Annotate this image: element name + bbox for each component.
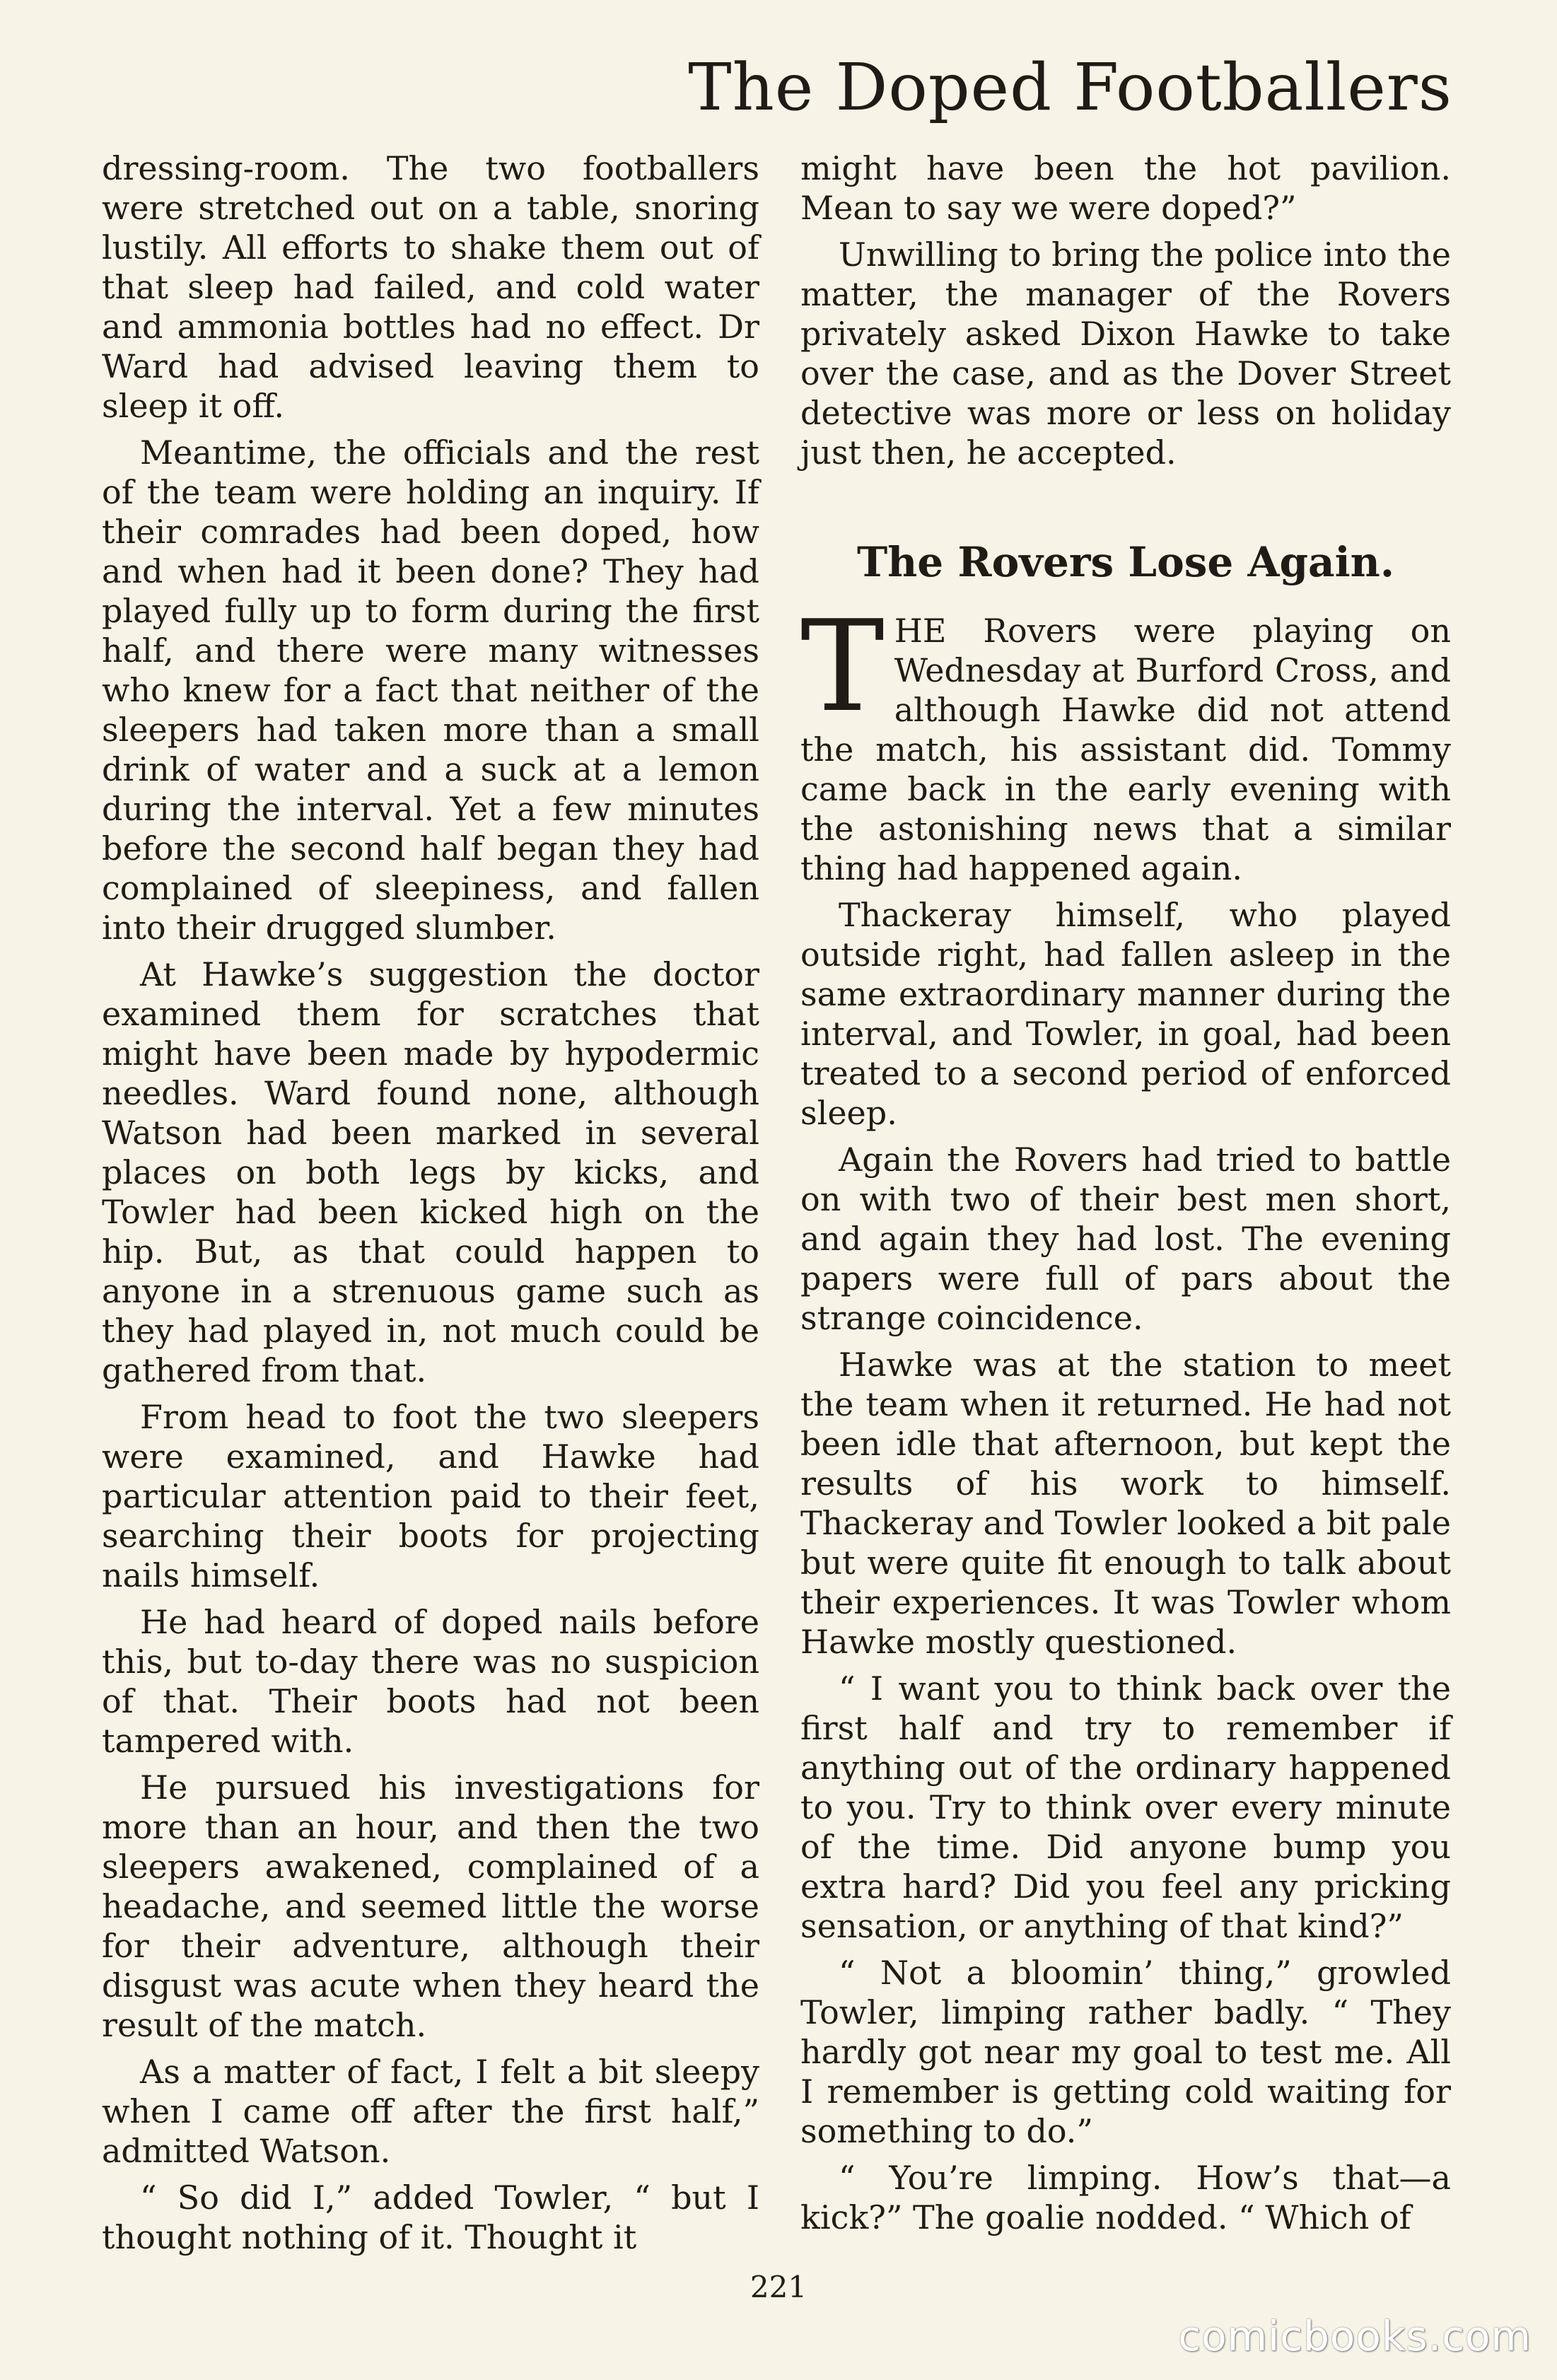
paragraph: Unwilling to bring the police into the matter, the manager of the Rovers privately asked Dixon Hawke to take over the case, and as the Dover Street detective was more or less on holiday just then, he accepted. xyxy=(800,235,1451,472)
paragraph: dressing-room. The two footballers were stretched out on a table, snoring lustily. All efforts to shake them out of that sleep had failed, and cold water and ammonia bottles had no effect. Dr Ward had advised leaving them to sleep it off. xyxy=(102,149,759,425)
paragraph: As a matter of fact, I felt a bit sleepy when I came off after the first half,” admitted Watson. xyxy=(102,2053,759,2170)
drop-cap: T xyxy=(800,593,885,740)
paragraph: He had heard of doped nails before this, but to-day there was no suspicion of that. Their boots had not been tampered with. xyxy=(102,1603,759,1760)
paragraph: “ Not a bloomin’ thing,” growled Towler, limping rather badly. “ They hardly got near my goal to test me. All I remember is getting cold waiting for something to do.” xyxy=(800,1954,1451,2150)
paragraph: From head to foot the two sleepers were examined, and Hawke had particular attention paid to their feet, searching their boots for projecting nails himself. xyxy=(102,1398,759,1594)
paragraph: Hawke was at the station to meet the team when it returned. He had not been idle that afternoon, but kept the results of his work to himself. Thackeray and Towler looked a bit pale but were quite fit enough to talk about their experiences. It was Towler whom Hawke mostly questioned. xyxy=(800,1346,1451,1661)
left-column xyxy=(102,148,759,2264)
paragraph: Meantime, the officials and the rest of the team were holding an inquiry. If their comrades had been doped, how and when had it been done? They had played fully up to form during the first half, and there were many witnesses who knew for a fact that neither of the sleepers had taken more than a small drink of water and a suck at a lemon during the interval. Yet a few minutes before the second half began they had complained of sleepiness, and fallen into their drugged slumber. xyxy=(102,433,759,947)
story-title: The Doped Footballers xyxy=(688,49,1452,125)
paragraph: might have been the hot pavilion. Mean to say we were doped?” xyxy=(800,149,1451,227)
paragraph: “ I want you to think back over the first half and try to remember if anything out of the ordinary happened to you. Try to think over every minute of the time. Did anyone bump you extra hard? Did you feel any pricking sensation, or anything of that kind?” xyxy=(800,1669,1451,1945)
right-column xyxy=(800,148,1451,2244)
page-number: 221 xyxy=(750,2270,807,2304)
paragraph: “ You’re limping. How’s that—a kick?” The goalie nodded. “ Which of xyxy=(800,2159,1451,2236)
section-heading: The Rovers Lose Again. xyxy=(856,538,1395,586)
watermark: comicbooks.com xyxy=(1178,2312,1532,2360)
paragraph: “ So did I,” added Towler, “ but I thought nothing of it. Thought it xyxy=(102,2178,759,2256)
paragraph: He pursued his investigations for more than an hour, and then the two sleepers awakened, complained of a headache, and seemed little the worse for their adventure, although their disgust was acute when they heard the result of the match. xyxy=(102,1768,759,2044)
paragraph: Thackeray himself, who played outside right, had fallen asleep in the same extraordinary manner during the interval, and Towler, in goal, had been treated to a second period of enforced sleep. xyxy=(800,896,1451,1132)
paragraph: At Hawke’s suggestion the doctor examined them for scratches that might have been made by hypodermic needles. Ward found none, although Watson had been marked in several places on both legs by kicks, and Towler had been kicked high on the hip. But, as that could happen to anyone in a strenuous game such as they had played in, not much could be gathered from that. xyxy=(102,955,759,1389)
dropcap-paragraph-text: HE Rovers were playing on Wednesday at Burford Cross, and although Hawke did not attend the match, his assistant did. Tommy came back in the early evening with the astonishing news that a similar thing had happened again. xyxy=(800,612,1451,887)
dropcap-paragraph xyxy=(800,593,1451,888)
paragraph: Again the Rovers had tried to battle on with two of their best men short, and again they had lost. The evening papers were full of pars about the strange coincidence. xyxy=(800,1141,1451,1337)
